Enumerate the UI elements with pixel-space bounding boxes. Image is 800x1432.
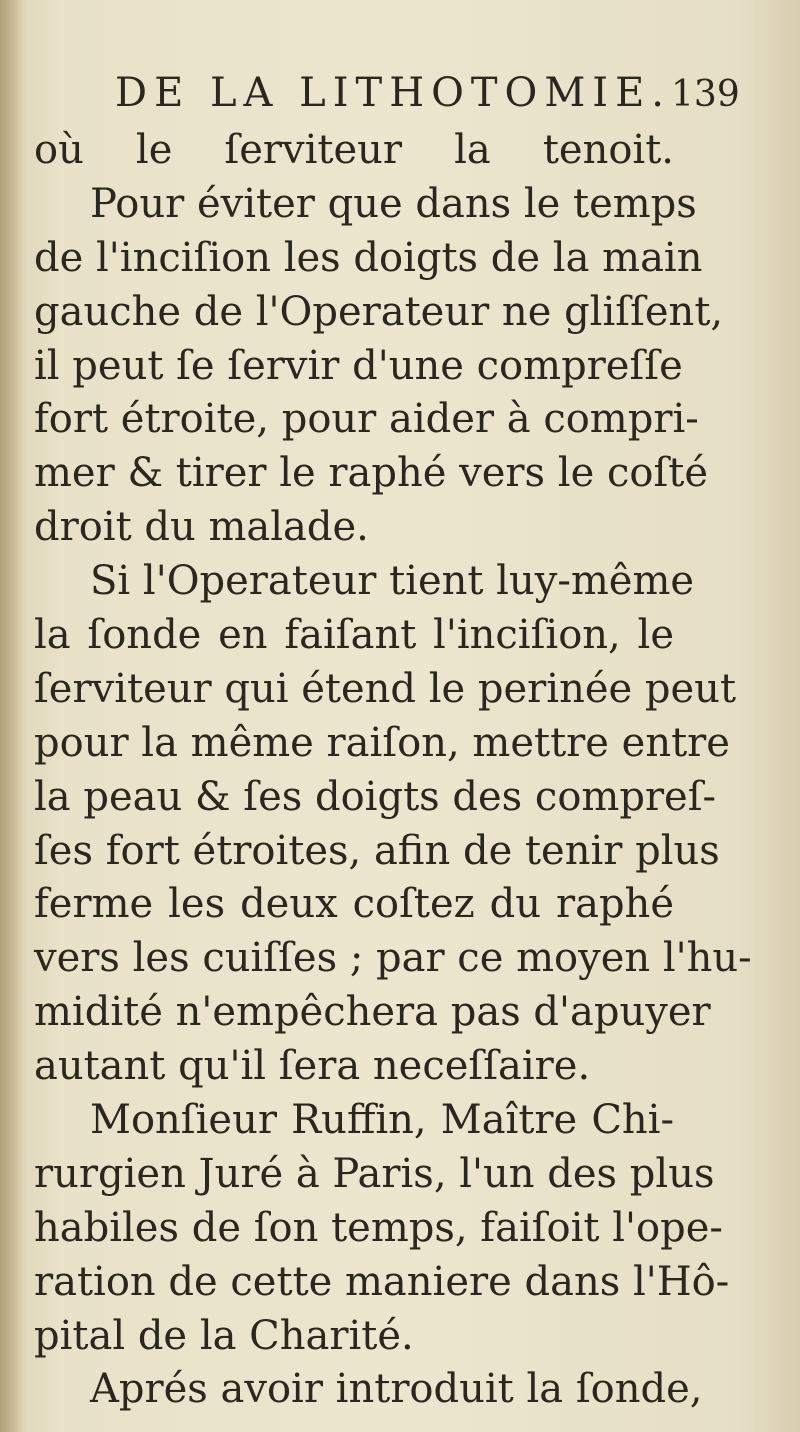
text-line: Pour éviter que dans le temps xyxy=(90,180,697,227)
text-line: droit du malade. xyxy=(34,504,369,551)
text-line: vers les cuiſſes ; par ce moyen l'hu- xyxy=(34,935,752,982)
text-line: où le ſerviteur la tenoit. xyxy=(34,127,674,173)
text-line: gauche de l'Operateur ne gliſſent, xyxy=(34,288,724,335)
text-line: autant qu'il ſera neceſſaire. xyxy=(34,1043,591,1090)
text-line: Monſieur Ruffin, Maître Chi- xyxy=(90,1097,674,1144)
page-header xyxy=(115,70,740,130)
text-line: Si l'Operateur tient luy-même xyxy=(90,558,695,605)
text-line: la ſonde en faiſant l'inciſion, le xyxy=(34,612,674,659)
body-text xyxy=(34,124,752,1417)
running-title: DE LA LITHOTOMIE. xyxy=(115,70,672,116)
text-line: mer & tirer le raphé vers le coſté xyxy=(34,450,709,497)
text-line: ferme les deux coſtez du raphé xyxy=(34,881,674,928)
text-line: ſes fort étroites, afin de tenir plus xyxy=(34,827,720,874)
text-line: fort étroite, pour aider à compri- xyxy=(34,396,699,443)
binding-shadow xyxy=(0,0,24,1432)
text-line: pital de la Charité. xyxy=(34,1312,414,1359)
text-line: pour la même raiſon, mettre entre xyxy=(34,719,730,766)
text-line: de l'inciſion les doigts de la main xyxy=(34,234,703,281)
text-line: Aprés avoir introduit la ſonde, xyxy=(90,1366,703,1413)
text-line: la peau & ſes doigts des compreſ- xyxy=(34,773,717,820)
page-number: 139 xyxy=(671,74,740,115)
text-line: midité n'empêchera pas d'apuyer xyxy=(34,989,711,1036)
text-line: habiles de ſon temps, faiſoit l'ope- xyxy=(34,1204,723,1251)
text-line: ration de cette maniere dans l'Hô- xyxy=(34,1258,730,1305)
text-line: rurgien Juré à Paris, l'un des plus xyxy=(34,1150,715,1197)
text-line: il peut ſe ſervir d'une compreſſe xyxy=(34,342,683,389)
text-line: ſerviteur qui étend le perinée peut xyxy=(34,665,737,712)
